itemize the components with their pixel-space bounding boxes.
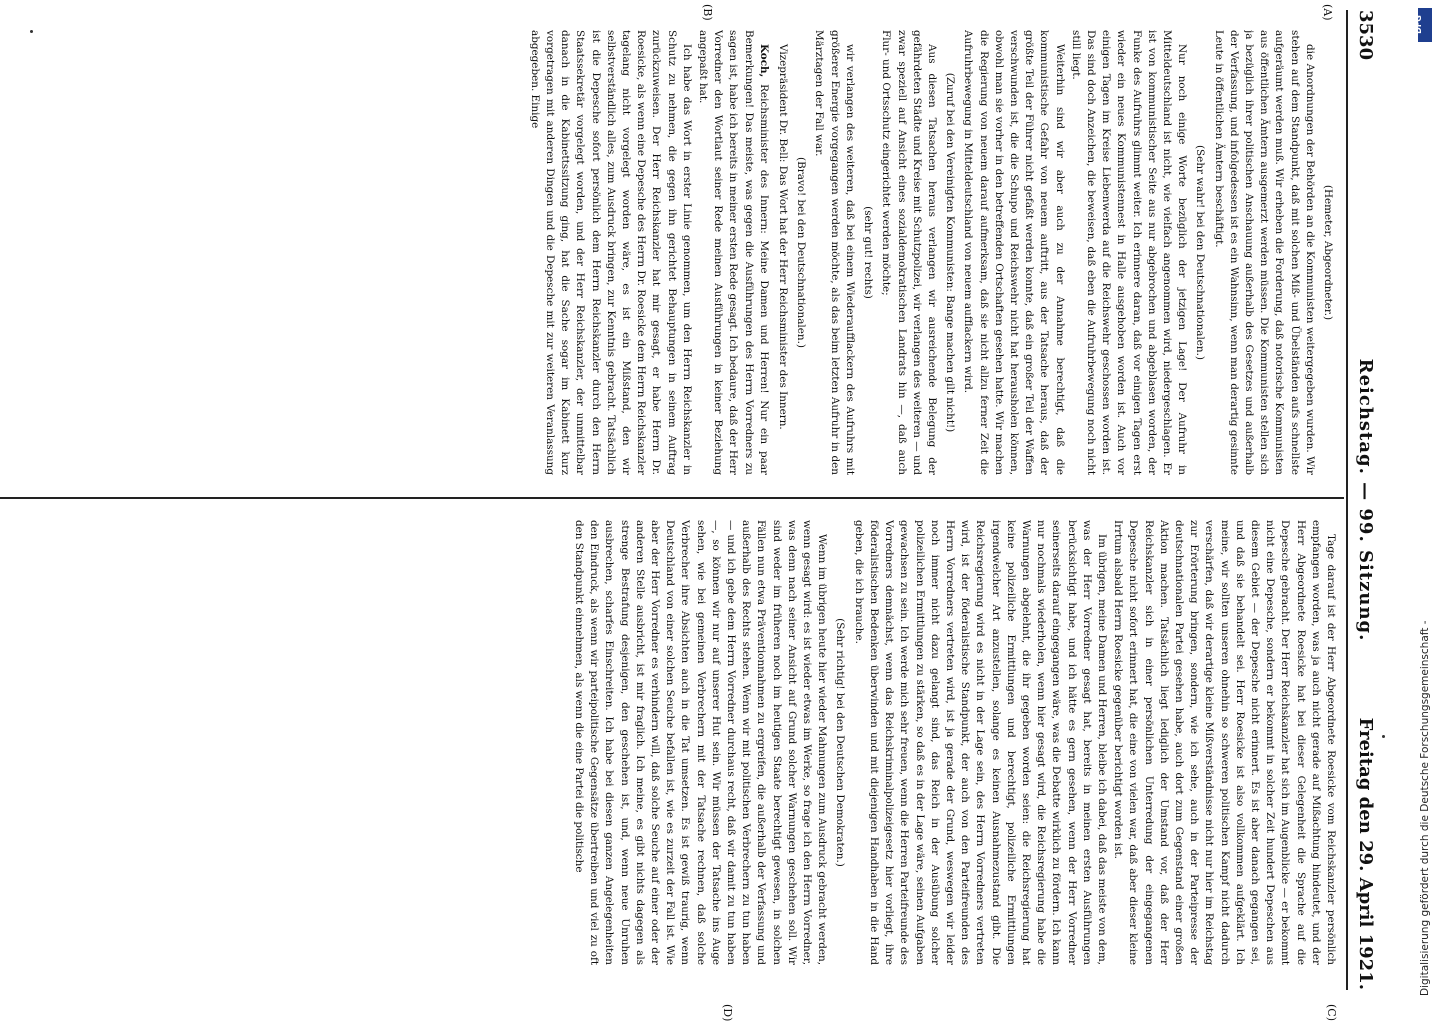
column-divider [0,497,1344,499]
paragraph: Ich habe das Wort in erster Linie genommen, um den Herrn Reichskanzler in Schutz zu nehmen, die gegen ihn gerichtet Behauptungen in seinem Auftrag zurückzuweisen. Der Herr Reichskanzler hat mir gesagt, er habe Herrn Dr. Roesicke, als wenn eine Depesche des Herrn Dr. Roesicke dem Herrn Reichskanzler tagelang nicht vorgelegt worden wäre, es ist ein Mißstand, den wir selbstverständlich alles, zum Ausdruck bringen, zur Kenntnis gebracht. Tatsächlich ist die Depesche sofort persönlich dem Herrn Reichskanzler durch den Herrn Staatssekretär vorgelegt worden, und der Herr Reichskanzler, der unmittelbar danach in die Kabinettssitzung ging, hat die Sache sogar im Kabinett kurz vorgetragen mit anderen Dingen und die Depesche mit zur weiteren Veranlassung abgegeben. Einige [528,30,693,475]
scan-speck [1382,735,1385,738]
text-column-right [13,520,1338,965]
interjection: (Hemeter, Abgeordneter.) [1322,184,1334,321]
paragraph: Tage darauf ist der Herr Abgeordnete Roesicke vom Reichskanzler persönlich empfangen worden, was ja auch nicht gerade auf Mißachtung hindeutet, und der Herr Abgeordnete Roesicke hat bei dieser Gelegenheit die Sprache auf die Depesche gebracht. Der Herr Reichskanzler hat sich im Augenblicke — er bekommt nicht eine Depesche, sondern er bekommt in solcher Zeit hundert Depeschen aus diesem Gebiet — der Depesche nicht erinnert. Es ist aber danach gegangen sei, und daß sie behandelt sei. Herr Roesicke ist also vollkommen aufgeklärt. Ich meine, wir sollten unseren ohnehin so schweren politischen Kampf nicht dadurch verschärfen, daß wir derartige kleine Mißverständnisse nicht nur hier im Reichstag zur Erörterung bringen, sondern, wie ich sehe, auch in der Parteipresse der deutschnationalen Partei gesehen habe, auch dort zum Gegenstand einer großen Aktion machen. Tatsächlich liegt lediglich der Umstand vor, daß der Herr Reichskanzler sich in einer persönlichen Unterredung der eingegangenen Depesche nicht sofort erinnert hat, die eine von vielen war, daß aber dieser kleine Irrtum alsbald Herrn Roesicke gegenüber berichtigt worden ist. [1112,520,1337,965]
speaker-paragraph [695,30,771,475]
page-number: 3530 [1355,10,1376,61]
interjection: (Bravo! bei den Deutschnationalen.) [795,157,808,348]
margin-label-b: (B) [701,4,714,21]
margin-label-d: (D) [721,1004,734,1021]
margin-label-a: (A) [1321,4,1334,21]
digitization-notice: Digitalisierung gefördert durch die Deutsche Forschungsgemeinschaft - [1419,620,1431,996]
interjection: (Sehr wahr! bei den Deutschnationalen.) [1194,145,1207,360]
dfg-logo-text: DFG [1413,15,1423,34]
session-date: Freitag den 29. April 1921. [1355,717,1376,990]
interjection: (Zuruf bei den Vereinigten Kommunisten: Bange machen gilt nicht!) [944,72,957,433]
paragraph: Weiterhin sind wir aber auch zu der Annahme berechtigt, daß die kommunistische Gefahr von neuem auftritt, aus der Tatsache heraus, daß der größte Teil der Führer nicht gefaßt werden konnte, daß ein großer Teil der Waffen verschwunden ist, die die Schupo und Reichswehr nicht hat herausholen können, obwohl man sie vorher in den betreffenden Ortschaften gesehen hatte. Wir machen die Regierung von neuem darauf aufmerksam, daß sie nicht allzu ferner Zeit die Aufruhrbewegung in Mitteldeutschland von neuem aufflackern wird. [962,30,1066,475]
scan-speck [30,30,33,33]
session-title: Reichstag. — 99. Sitzung. [1355,358,1376,642]
paragraph: Vizepräsident Dr. Bell: Das Wort hat der Herr Reichsminister des Innern. [777,44,790,430]
interjection: (sehr gut! rechts) [862,206,875,299]
header-rule [1346,10,1348,990]
interjection: (Sehr richtig! bei den Deutschen Demokraten.) [834,618,847,867]
text-column-left [13,30,1338,475]
paragraph: Nur noch einige Worte bezüglich der jetzigen Lage! Der Aufruhr in Mitteldeutschland ist nicht, wie vielfach angenommen wird, niedergeschlagen. Er ist von kommunistischer Seite aus nur abgebrochen und abgeblasen worden, der Funke des Aufruhrs glimmt weiter. Ich erinnere daran, daß vor einigen Tagen erst wieder ein neues Kommunistennest in Halle ausgehoben worden ist. Auch vor einigen Tagen im Kreise Liebenwerda auf die Reichswehr geschossen worden ist. Das sind doch Anzeichen, die beweisen, daß eben die Aufruhrbewegung noch nicht still liegt. [1069,30,1189,475]
speaker-text: Reichsminister des Innern: Meine Damen und Herren! Nur ein paar Bemerkungen! Das meiste, was gegen die Ausführungen des Herrn Vorredners zu sagen ist, habe ich bereits in meiner ersten Rede gesagt. Ich bedaure, daß der Herr Vorredner den Wortlaut seiner Rede meinen Ausführungen in keiner Beziehung angepaßt hat. [697,30,770,475]
paragraph: Im übrigen, meine Damen und Herren, bleibe ich dabei, daß das meiste von dem, was der Herr Vorredner gesagt hat, bereits in meinen ersten Ausführungen berücksichtigt habe, und ich hätte es gern gesehen, wenn der Herr Vorredner seinerseits darauf eingegangen wäre, was die Debatte wirklich zu fördern. Ich kann nur nochmals wiederholen, wenn hier gesagt wird, die Reichsregierung habe die Warnungen abgelehnt, die ihr gegeben worden seien: die Reichsregierung hat keine polizeiliche Ermittlungen und berechtigt, polizeiliche Ermittlungen irgendwelcher Art anzustellen, solange es keinen Ausnahmezustand gibt. Die Reichsregierung wird es nicht in der Lage sein, des Herrn Vorredners vertreten wird, ist der föderalistische Standpunkt, der auch von den Parteifreunden des Herrn Vorredners vertreten wird, ist ja gerade der Grund, weswegen wir leider noch immer nicht dazu gelangt sind, das Reich in der Ausübung solcher polizeilichen Ermittlungen zu stärken, so daß es in der Lage wäre, seinen Aufgaben gewachsen zu sein. Ich werde mich sehr freuen, wenn die Herren Parteifreunde des Vorredners demnächst, wenn das Reichskriminalpolizeigesetz hier vorliegt, ihre föderalistischen Bedenken überwinden und mit diejenigen Handhaben in die Hand geben, die ich brauche. [852,520,1108,965]
margin-label-c: (C) [1325,1004,1338,1021]
paragraph: wir verlangen des weiteren, daß bei einem Wiederaufflackern des Aufruhrs mit größerer Energie vorgegangen werden möchte, als das beim letzten Aufruhr in den Märztagen der Fall war. [813,30,856,475]
paragraph: Aus diesen Tatsachen heraus verlangen wir ausreichende Belegung der gefährdeten Städte und Kreise mit Schutzpolizei, wir verlangen des weiteren — und zwar speziell auf Ansicht eines sozialdemokratischen Landrats hin —, daß auch Flur- und Ortsschutz eingerichtet werden möchte; [880,30,938,475]
speaker-name: Koch, [757,44,770,78]
dfg-logo [1413,8,1432,42]
paragraph: die Anordnungen der Behörden an die Kommunisten weitergegeben wurden. Wir stehen auf dem Standpunkt, daß mit solchen Miß- und Übelständen aufs schnellste aufgeräumt werden muß. Wir erheben die Forderung, daß notorische Kommunisten aus öffentlichen Ämtern ausgemerzt werden müssen. Die Kommunisten stellen sich ja bezüglich ihrer politischen Anschauung außerhalb des Gesetzes und außerhalb der Verfassung, und infolgedessen ist es ein Wahnsinn, wenn man derartig gesinnte Leute in öffentlichen Ämtern beschäftigt. [1212,30,1316,475]
page-header [1348,10,1376,990]
paragraph: Wenn im übrigen heute hier wieder Mahnungen zum Ausdruck gebracht werden, wenn gesagt wird: es ist wieder etwas im Werke, so frage ich den Herrn Vorredner, was denn nach seiner Ansicht auf Grund solcher Warnungen geschehen soll. Wir sind weder im früheren noch im heutigen Staate berechtigt gewesen, in solchen Fällen nun etwa Präventionnahmen zu ergreifen, die außerhalb der Verfassung und außerhalb des Rechts stehen. Wenn wir mit politischen Verbrechern zu tun haben — und ich gebe dem Herrn Vorredner durchaus recht, daß wir damit zu tun haben —, so können wir nur auf unserer Hut sein. Wir müssen der Tatsache ins Auge sehen, wie bei gemeinen Verbrechern mit der Tatsache rechnen, daß solche Verbrecher ihre Absichten auch in die Tat umsetzen. Es ist gewiß traurig, wenn Deutschland von einer solchen Seuche befallen ist, wie es zurzeit der Fall ist. Wie aber der Herr Vorredner es verhindern will, daß solche Seuche auf einer oder der anderen Stelle ausbricht, ist mir fraglich. Ich meine, es gibt nichts dagegen als strenge Bestrafung desjenigen, den geschehen ist, und, wenn neue Unruhen ausbrechen, scharfes Einschreiten. Ich habe bei diesen ganzen Angelegenheiten den Eindruck, als wenn wir parteipolitische Gegensätze übertreiben und viel zu oft den Standpunkt einnehmen, als wenn die eine Partei die politische [573,520,829,965]
